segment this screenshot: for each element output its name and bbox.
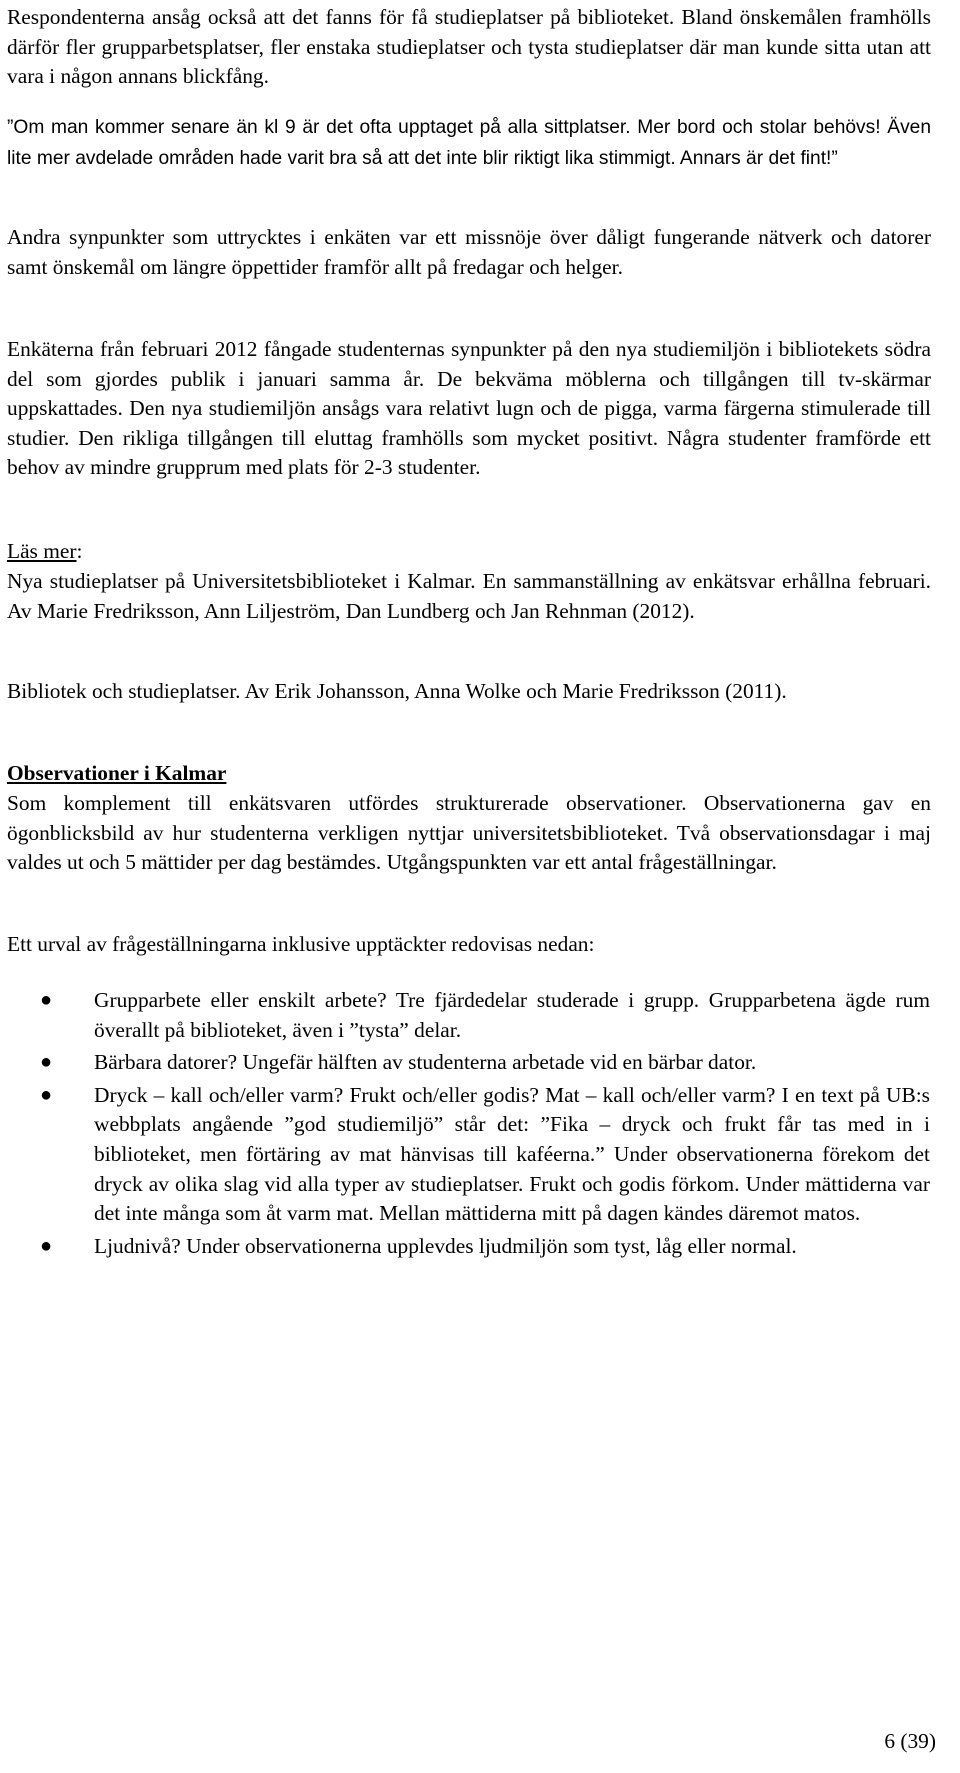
reference-2: Bibliotek och studieplatser. Av Erik Johansson, Anna Wolke och Marie Fredriksson (2011). xyxy=(7,679,787,703)
list-item xyxy=(0,1081,930,1229)
bullet-icon: ● xyxy=(40,1051,53,1074)
read-more-colon: : xyxy=(76,539,83,563)
list-intro: Ett urval av frågeställningarna inklusive upptäckter redovisas nedan: xyxy=(7,932,595,956)
observations-intro: Som komplement till enkätsvaren utfördes strukturerade observationer. Observationerna gav en ögonblicksbild av hur studenterna verkligen nyttjar universitetsbiblioteket. Två observationsdagar i maj valdes ut och 5 mättider per dag bestämdes. Utgångspunkten var ett antal frågeställningar. xyxy=(7,791,931,875)
list-item-text: Dryck – kall och/eller varm? Frukt och/eller godis? Mat – kall och/eller varm? I en text på UB:s webbplats angående ”god studiemiljö” står det: ”Fika – dryck och frukt får tas med in i biblioteket, men förtäring av mat hänvisas till kaféerna.” Under observationerna förekom det dryck av olika slag vid alla typer av studieplatser. Frukt och godis förkom. Under mättiderna var det inte många som åt varm mat. Mellan mättiderna mitt på dagen kändes däremot matos. xyxy=(94,1082,930,1226)
list-item xyxy=(0,1048,930,1078)
bullet-icon: ● xyxy=(40,1083,53,1106)
reference-1: Nya studieplatser på Universitetsbiblioteket i Kalmar. En sammanställning av enkätsvar erhållna februari. Av Marie Fredriksson, Ann Liljeström, Dan Lundberg och Jan Rehnman (2012). xyxy=(7,569,931,623)
read-more-label: Läs mer xyxy=(7,539,77,563)
bullet-icon: ● xyxy=(40,989,53,1011)
paragraph-other-feedback: Andra synpunkter som uttrycktes i enkäten var ett missnöje över dåligt fungerande nätverk och datorer samt önskemål om längre öppettider framför allt på fredagar och helger. xyxy=(7,225,931,279)
observations-heading: Observationer i Kalmar xyxy=(7,761,227,785)
page-number: 6 (39) xyxy=(884,1729,936,1753)
findings-list xyxy=(0,986,960,1264)
list-item xyxy=(0,986,930,1045)
list-item xyxy=(0,1232,930,1262)
list-item-text: Grupparbete eller enskilt arbete? Tre fjärdedelar studerade i grupp. Grupparbetena ägde rum överallt på biblioteket, även i ”tysta” delar. xyxy=(94,988,930,1042)
bullet-icon: ● xyxy=(40,1234,53,1257)
section-heading-observations xyxy=(7,759,931,789)
read-more-heading xyxy=(7,537,931,567)
paragraph-february-survey: Enkäterna från februari 2012 fångade studenternas synpunkter på den nya studiemiljön i bibliotekets södra del som gjordes publik i januari samma år. De bekväma möblerna och tillgången till tv-skärmar uppskattades. Den nya studiemiljön ansågs vara relativt lugn och de pigga, varma färgerna stimulerade till studier. Den rikliga tillgången till eluttag framhölls som mycket positivt. Några studenter framförde ett behov av mindre grupprum med plats för 2-3 studenter. xyxy=(7,337,931,480)
student-quote: ”Om man kommer senare än kl 9 är det ofta upptaget på alla sittplatser. Mer bord och stolar behövs! Även lite mer avdelade områden hade varit bra så att det inte blir riktigt lika stimmigt. Annars är det fint!” xyxy=(7,117,931,169)
list-item-text: Bärbara datorer? Ungefär hälften av studenterna arbetade vid en bärbar dator. xyxy=(94,1050,757,1075)
list-item-text: Ljudnivå? Under observationerna upplevdes ljudmiljön som tyst, låg eller normal. xyxy=(94,1233,797,1258)
paragraph-respondents: Respondenterna ansåg också att det fanns för få studieplatser på biblioteket. Bland önskemålen framhölls därför fler grupparbetsplatser, fler enstaka studieplatser och tysta studieplatser där man kunde sitta utan att vara i någon annans blickfång. xyxy=(7,5,931,89)
